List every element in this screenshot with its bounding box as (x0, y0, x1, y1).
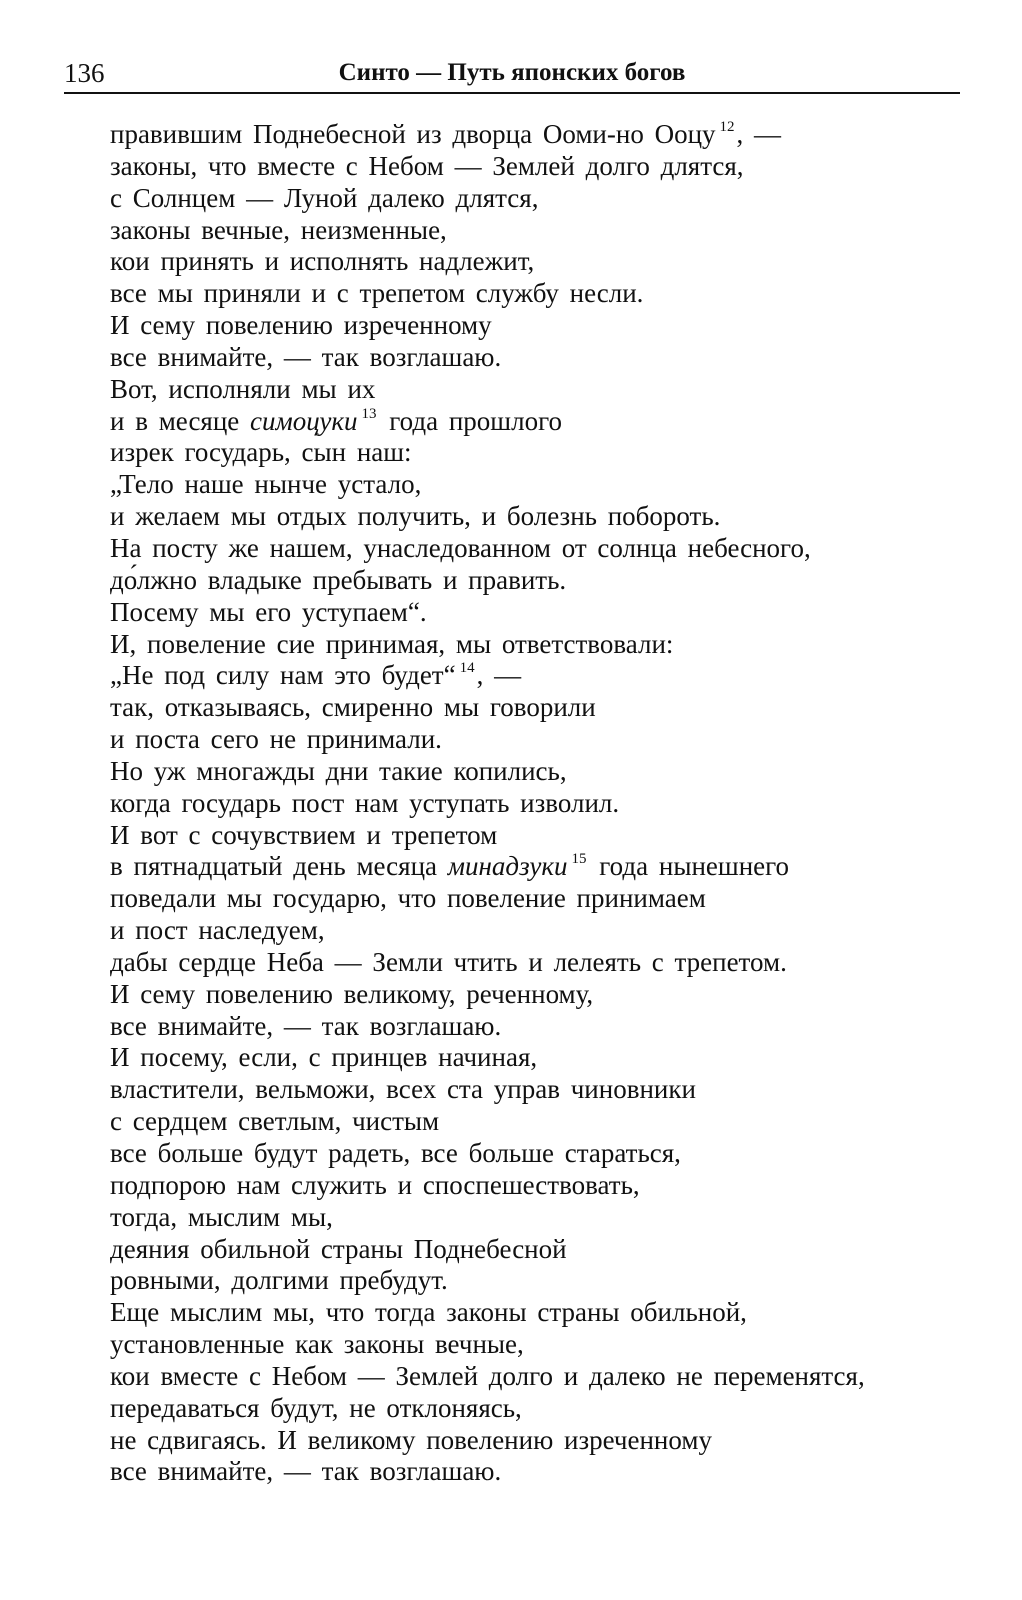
text-segment: Еще мыслим мы, что тогда законы страны обильной, (110, 1297, 747, 1328)
text-segment: И, повеление сие принимая, мы ответствовали: (110, 628, 674, 659)
text-segment: дабы сердце Неба — Земли чтить и лелеять с трепетом. (110, 946, 787, 977)
text-segment: передаваться будут, не отклоняясь, (110, 1392, 522, 1423)
text-line (110, 724, 990, 756)
text-line (110, 1361, 990, 1393)
text-segment: с Солнцем — Луной далеко длятся, (110, 182, 539, 213)
text-segment: И сему повелению великому, реченному, (110, 978, 594, 1009)
text-line (110, 215, 990, 247)
text-line (110, 1234, 990, 1266)
text-segment: все внимайте, — так возглашаю. (110, 1010, 502, 1041)
text-segment: подпорою нам служить и споспешествовать, (110, 1169, 640, 1200)
text-line (110, 278, 990, 310)
text-line (110, 310, 990, 342)
text-segment: И вот с сочувствием и трепетом (110, 819, 498, 850)
text-line (110, 469, 990, 501)
page-header (64, 52, 960, 94)
text-segment: изрек государь, сын наш: (110, 437, 412, 468)
text-line (110, 1425, 990, 1457)
text-segment: года нынешнего (588, 851, 790, 882)
text-segment: И сему повелению изреченному (110, 310, 492, 341)
text-segment: ровными, долгими пребудут. (110, 1265, 448, 1296)
text-line (110, 883, 990, 915)
text-segment: правившим Поднебесной из дворца Ооми-но Ооцу (110, 119, 716, 149)
text-segment: деяния обильной страны Поднебесной (110, 1233, 567, 1264)
text-segment: не сдвигаясь. И великому повелению изреченному (110, 1424, 712, 1455)
text-segment: и желаем мы отдых получить, и болезнь побороть. (110, 501, 721, 532)
text-segment: „Тело наше нынче устало, (110, 469, 422, 500)
text-segment: и в месяце (110, 405, 251, 436)
text-segment: все внимайте, — так возглашаю. (110, 1456, 502, 1487)
text-line (110, 183, 990, 215)
text-segment: так, отказываясь, смиренно мы говорили (110, 692, 596, 723)
text-line (110, 851, 990, 883)
footnote-ref: 15 (571, 851, 587, 868)
text-line (110, 1106, 990, 1138)
text-segment: кои вместе с Небом — Землей долго и далеко не переменятся, (110, 1360, 865, 1391)
text-line (110, 947, 990, 979)
text-line (110, 1074, 990, 1106)
italic-term: симоцуки (250, 405, 358, 436)
text-line (110, 533, 990, 565)
text-segment: все внимайте, — так возглашаю. (110, 341, 502, 372)
text-line (110, 501, 990, 533)
italic-term: минадзуки (447, 851, 568, 882)
text-segment: когда государь пост нам уступать изволил. (110, 787, 620, 818)
text-segment: „Не под силу нам это будет“ (110, 660, 456, 691)
poem-text (110, 119, 990, 1488)
text-line (110, 342, 990, 374)
text-segment: поведали мы государю, что повеление принимаем (110, 883, 706, 914)
text-segment: И посему, если, с принцев начиная, (110, 1042, 538, 1073)
text-segment: Но уж многажды дни такие копились, (110, 755, 567, 786)
text-segment: властители, вельможи, всех ста управ чиновники (110, 1074, 696, 1105)
text-line (110, 692, 990, 724)
text-segment: тогда, мыслим мы, (110, 1201, 333, 1232)
text-segment: года прошлого (378, 405, 562, 436)
text-line (110, 406, 990, 438)
text-line (110, 1202, 990, 1234)
text-line (110, 246, 990, 278)
text-line (110, 629, 990, 661)
text-line (110, 1011, 990, 1043)
text-segment: с сердцем светлым, чистым (110, 1106, 440, 1137)
text-line (110, 374, 990, 406)
footnote-ref: 13 (361, 405, 377, 422)
running-title: Синто — Путь японских богов (338, 59, 686, 86)
text-segment: до́лжно владыке пребывать и править. (110, 564, 567, 595)
text-line (110, 119, 990, 151)
text-line (110, 1042, 990, 1074)
text-line (110, 565, 990, 597)
text-segment: На посту же нашем, унаследованном от солнца небесного, (110, 532, 811, 563)
text-segment: и пост наследуем, (110, 915, 325, 946)
text-segment: установленные как законы вечные, (110, 1329, 524, 1360)
text-line (110, 915, 990, 947)
text-segment: в пятнадцатый день месяца (110, 851, 448, 882)
text-line (110, 1393, 990, 1425)
text-line (110, 820, 990, 852)
text-line (110, 437, 990, 469)
text-line (110, 1138, 990, 1170)
text-segment: , — (476, 660, 522, 691)
text-line (110, 1456, 990, 1488)
text-line (110, 1170, 990, 1202)
text-segment: и поста сего не принимали. (110, 724, 442, 755)
text-line (110, 1329, 990, 1361)
footnote-ref: 12 (719, 119, 735, 135)
text-segment: , — (736, 119, 782, 149)
footnote-ref: 14 (459, 660, 475, 677)
text-line (110, 1265, 990, 1297)
text-line (110, 756, 990, 788)
text-segment: законы, что вместе с Небом — Землей долго длятся, (110, 150, 744, 181)
text-segment: Вот, исполняли мы их (110, 373, 376, 404)
text-line (110, 788, 990, 820)
text-line (110, 597, 990, 629)
text-segment: все мы приняли и с трепетом службу несли. (110, 278, 644, 309)
text-segment: все больше будут радеть, все больше стараться, (110, 1138, 681, 1168)
page-number: 136 (64, 58, 105, 88)
text-line (110, 1297, 990, 1329)
text-line (110, 151, 990, 183)
text-line (110, 979, 990, 1011)
text-segment: кои принять и исполнять надлежит, (110, 246, 535, 277)
text-line (110, 660, 990, 692)
text-segment: законы вечные, неизменные, (110, 214, 447, 245)
text-segment: Посему мы его уступаем“. (110, 596, 427, 627)
